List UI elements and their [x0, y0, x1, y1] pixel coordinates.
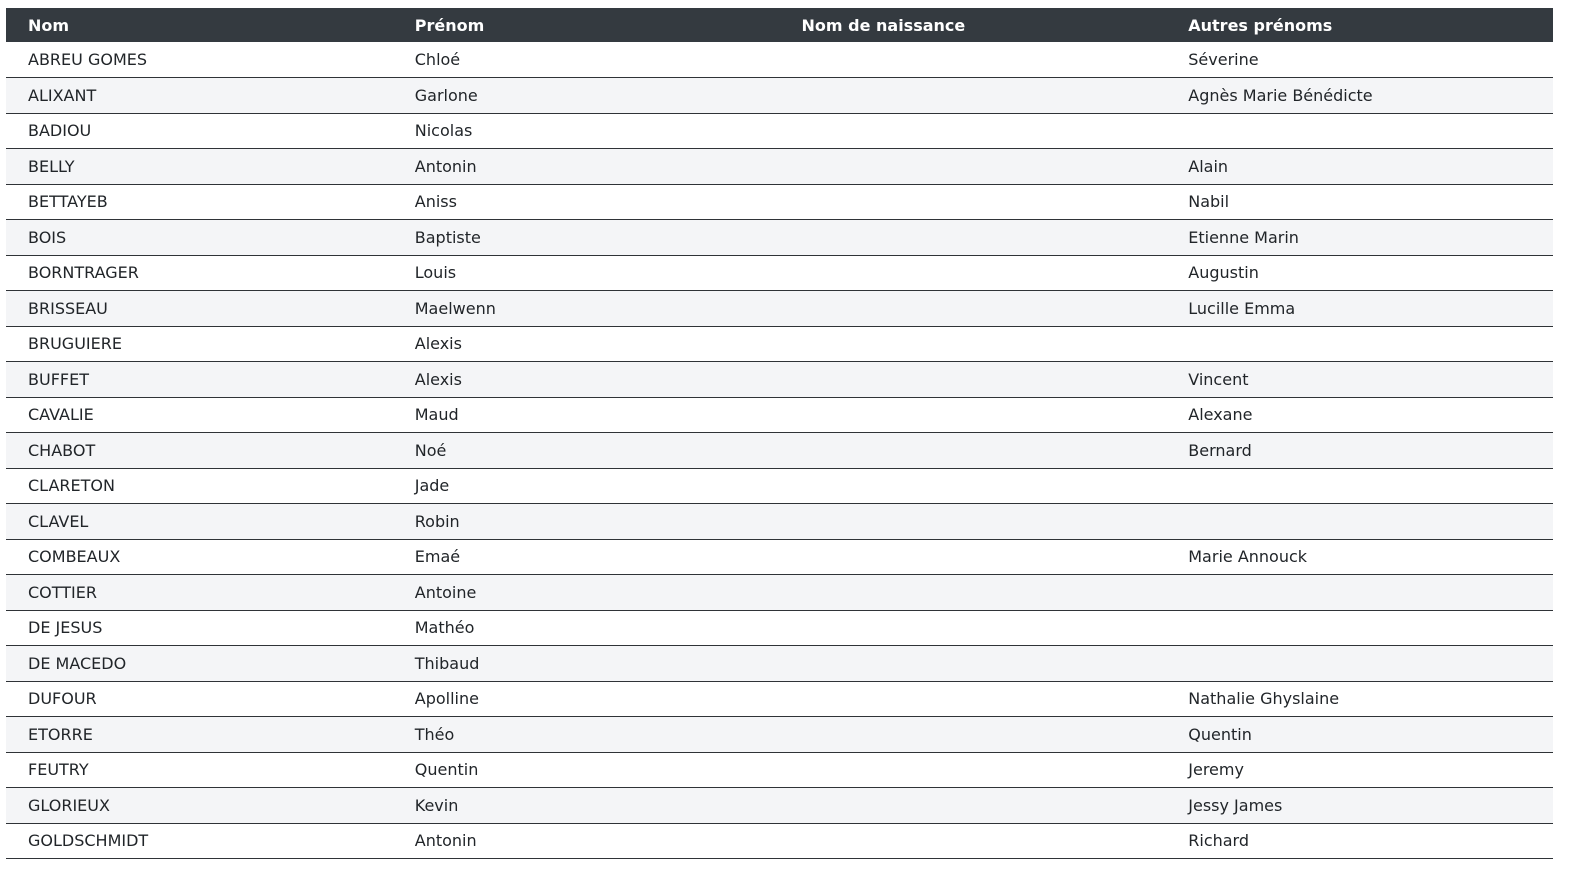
table-row	[6, 42, 1553, 78]
table-row	[6, 788, 1553, 824]
cell-autres-prenoms: Etienne Marin	[1188, 227, 1299, 247]
column-header-autres-prenoms[interactable]: Autres prénoms	[1188, 15, 1333, 35]
cell-nom-de-naissance	[780, 291, 1167, 327]
cell-nom-de-naissance	[780, 220, 1167, 256]
cell-prenom: Antonin	[414, 831, 477, 851]
table-row	[6, 255, 1553, 291]
table-row	[6, 326, 1553, 362]
cell-nom: CLAVEL	[28, 511, 89, 531]
cell-nom-de-naissance	[780, 78, 1167, 114]
cell-nom: GLORIEUX	[28, 795, 110, 815]
cell-nom: CLARETON	[28, 476, 115, 496]
cell-autres-prenoms: Richard	[1188, 831, 1250, 851]
cell-nom-de-naissance	[780, 504, 1167, 540]
table-row	[6, 823, 1553, 859]
cell-nom: BRUGUIERE	[28, 334, 122, 354]
cell-nom-de-naissance	[780, 610, 1167, 646]
cell-nom: BETTAYEB	[28, 192, 108, 212]
cell-nom: BUFFET	[28, 369, 89, 389]
cell-nom-de-naissance	[780, 646, 1167, 682]
cell-autres-prenoms	[1166, 575, 1553, 611]
cell-prenom: Quentin	[414, 760, 479, 780]
cell-nom: COTTIER	[28, 582, 97, 602]
cell-nom: COMBEAUX	[28, 547, 121, 567]
table-row	[6, 610, 1553, 646]
cell-prenom: Noé	[414, 440, 447, 460]
cell-autres-prenoms: Séverine	[1188, 50, 1259, 69]
table-row	[6, 362, 1553, 398]
cell-nom: BELLY	[28, 156, 75, 176]
cell-autres-prenoms: Alain	[1188, 156, 1229, 176]
cell-prenom: Jade	[414, 476, 450, 496]
cell-nom-de-naissance	[780, 681, 1167, 717]
table-body	[6, 42, 1553, 859]
cell-nom-de-naissance	[780, 788, 1167, 824]
cell-nom-de-naissance	[780, 184, 1167, 220]
cell-autres-prenoms: Agnès Marie Bénédicte	[1188, 85, 1373, 105]
table-row	[6, 504, 1553, 540]
cell-nom-de-naissance	[780, 468, 1167, 504]
cell-nom: BOIS	[28, 227, 67, 247]
cell-prenom: Alexis	[414, 334, 462, 354]
cell-nom: BADIOU	[28, 121, 92, 141]
cell-prenom: Maelwenn	[414, 298, 496, 318]
cell-nom-de-naissance	[780, 326, 1167, 362]
cell-nom: CAVALIE	[28, 405, 94, 425]
cell-nom-de-naissance	[780, 397, 1167, 433]
cell-prenom: Robin	[414, 511, 460, 531]
cell-nom-de-naissance	[780, 255, 1167, 291]
cell-autres-prenoms: Lucille Emma	[1188, 298, 1296, 318]
cell-nom: ABREU GOMES	[28, 50, 148, 69]
cell-nom: DE JESUS	[28, 618, 103, 638]
cell-prenom: Garlone	[414, 85, 478, 105]
cell-autres-prenoms: Quentin	[1188, 724, 1252, 744]
cell-autres-prenoms: Jessy James	[1188, 795, 1283, 815]
cell-nom-de-naissance	[780, 113, 1167, 149]
column-header-nom[interactable]: Nom	[28, 15, 70, 35]
cell-nom: DUFOUR	[28, 689, 97, 709]
cell-autres-prenoms: Vincent	[1188, 369, 1249, 389]
cell-autres-prenoms	[1166, 646, 1553, 682]
header-row	[6, 8, 1553, 42]
cell-autres-prenoms	[1166, 504, 1553, 540]
cell-prenom: Théo	[414, 724, 455, 744]
cell-nom-de-naissance	[780, 823, 1167, 859]
cell-nom: BRISSEAU	[28, 298, 108, 318]
cell-autres-prenoms: Marie Annouck	[1188, 547, 1308, 567]
cell-prenom: Thibaud	[414, 653, 480, 673]
cell-autres-prenoms: Augustin	[1188, 263, 1259, 283]
cell-autres-prenoms	[1166, 113, 1553, 149]
table-row	[6, 113, 1553, 149]
table-container	[6, 8, 1553, 859]
table-row	[6, 681, 1553, 717]
cell-prenom: Chloé	[414, 50, 461, 69]
table-row	[6, 78, 1553, 114]
cell-nom-de-naissance	[780, 539, 1167, 575]
students-table	[6, 8, 1553, 859]
cell-autres-prenoms: Jeremy	[1188, 760, 1244, 780]
cell-prenom: Emaé	[414, 547, 461, 567]
cell-nom-de-naissance	[780, 717, 1167, 753]
table-row	[6, 220, 1553, 256]
table-row	[6, 433, 1553, 469]
cell-prenom: Apolline	[414, 689, 479, 709]
cell-prenom: Nicolas	[414, 121, 473, 141]
table-row	[6, 468, 1553, 504]
cell-prenom: Antonin	[414, 156, 477, 176]
cell-prenom: Aniss	[414, 192, 457, 212]
cell-prenom: Louis	[414, 263, 457, 283]
cell-nom-de-naissance	[780, 149, 1167, 185]
cell-nom-de-naissance	[780, 433, 1167, 469]
cell-nom: DE MACEDO	[28, 653, 127, 673]
cell-nom: GOLDSCHMIDT	[28, 831, 149, 851]
cell-nom: ETORRE	[28, 724, 93, 744]
table-row	[6, 575, 1553, 611]
cell-prenom: Maud	[414, 405, 459, 425]
table-header	[6, 8, 1553, 42]
cell-prenom: Kevin	[414, 795, 459, 815]
table-row	[6, 149, 1553, 185]
table-row	[6, 397, 1553, 433]
cell-autres-prenoms: Bernard	[1188, 440, 1252, 460]
table-row	[6, 291, 1553, 327]
cell-autres-prenoms: Nabil	[1188, 192, 1230, 212]
cell-prenom: Alexis	[414, 369, 462, 389]
cell-prenom: Baptiste	[414, 227, 481, 247]
cell-autres-prenoms: Alexane	[1188, 405, 1253, 425]
cell-autres-prenoms	[1166, 468, 1553, 504]
cell-nom: CHABOT	[28, 440, 96, 460]
cell-nom: BORNTRAGER	[28, 263, 139, 283]
cell-nom-de-naissance	[780, 575, 1167, 611]
cell-prenom: Mathéo	[414, 618, 475, 638]
cell-nom: FEUTRY	[28, 760, 89, 780]
cell-nom-de-naissance	[780, 752, 1167, 788]
cell-nom-de-naissance	[780, 362, 1167, 398]
column-header-prenom[interactable]: Prénom	[414, 15, 485, 35]
table-row	[6, 717, 1553, 753]
cell-nom-de-naissance	[780, 42, 1167, 78]
cell-autres-prenoms	[1166, 326, 1553, 362]
table-row	[6, 539, 1553, 575]
column-header-nom-de-naissance[interactable]: Nom de naissance	[801, 15, 966, 35]
table-row	[6, 646, 1553, 682]
cell-autres-prenoms: Nathalie Ghyslaine	[1188, 689, 1340, 709]
cell-nom: ALIXANT	[28, 85, 97, 105]
table-row	[6, 752, 1553, 788]
table-row	[6, 184, 1553, 220]
cell-prenom: Antoine	[414, 582, 477, 602]
cell-autres-prenoms	[1166, 610, 1553, 646]
